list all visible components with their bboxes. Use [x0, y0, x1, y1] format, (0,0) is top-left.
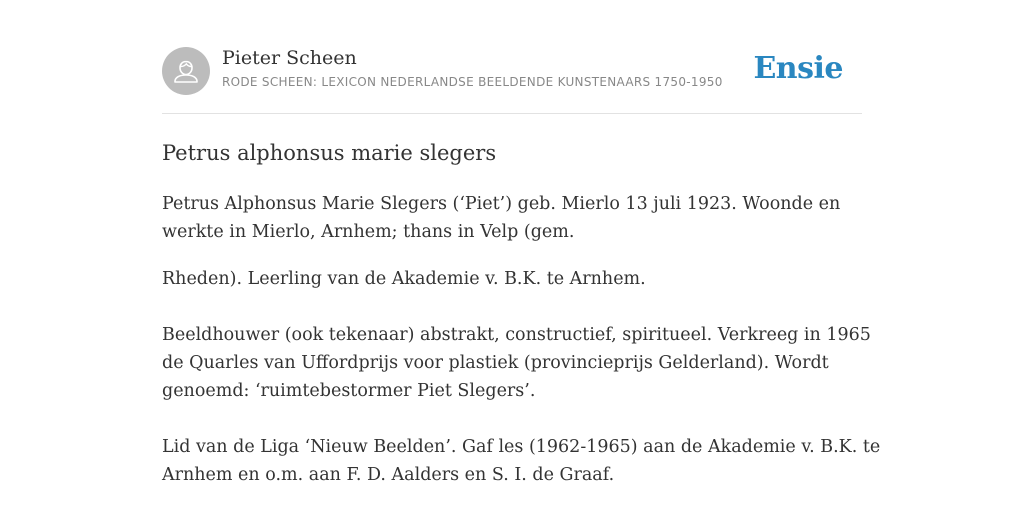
article-header — [162, 46, 862, 96]
article-paragraph-3 — [162, 321, 871, 405]
paragraph-line: genoemd: ‘ruimtebestormer Piet Slegers’. — [162, 381, 536, 401]
author-name[interactable]: Pieter Scheen — [222, 47, 357, 69]
paragraph-line: Beeldhouwer (ook tekenaar) abstrakt, constructief, spiritueel. Verkreeg in 1965 — [162, 325, 871, 345]
paragraph-line: de Quarles van Uffordprijs voor plastiek (provincieprijs Gelderland). Wordt — [162, 353, 829, 373]
ensie-logo[interactable]: Ensie — [753, 51, 843, 86]
user-silhouette-icon — [162, 47, 210, 95]
article-paragraph-4 — [162, 433, 881, 489]
article-title: Petrus alphonsus marie slegers — [162, 141, 497, 165]
paragraph-line: Petrus Alphonsus Marie Slegers (‘Piet’) geb. Mierlo 13 juli 1923. Woonde en — [162, 194, 841, 214]
paragraph-line: Rheden). Leerling van de Akademie v. B.K. te Arnhem. — [162, 269, 646, 289]
header-divider — [162, 113, 862, 114]
paragraph-line: Lid van de Liga ‘Nieuw Beelden’. Gaf les (1962-1965) aan de Akademie v. B.K. te — [162, 437, 881, 457]
article-paragraph-2 — [162, 265, 862, 293]
source-title[interactable]: RODE SCHEEN: LEXICON NEDERLANDSE BEELDENDE KUNSTENAARS 1750-1950 — [222, 75, 723, 89]
author-avatar[interactable] — [162, 47, 210, 95]
paragraph-line: werkte in Mierlo, Arnhem; thans in Velp (gem. — [162, 222, 575, 242]
paragraph-line: Arnhem en o.m. aan F. D. Aalders en S. I. de Graaf. — [162, 465, 615, 485]
article-paragraph-1 — [162, 190, 862, 246]
article-page — [162, 0, 881, 512]
